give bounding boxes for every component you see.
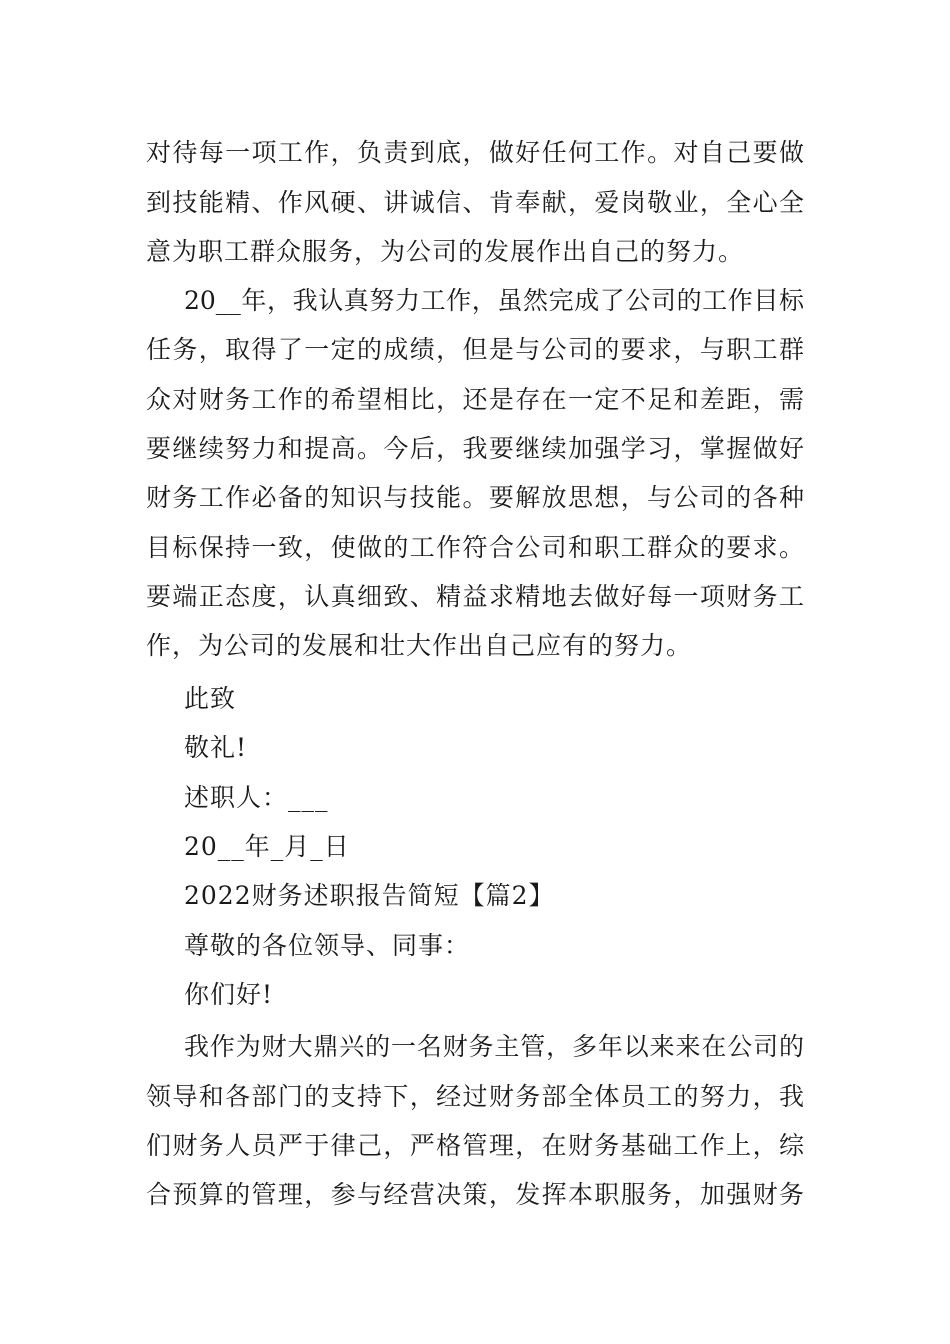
reporter-signature: 述职人：___ bbox=[184, 783, 329, 812]
paragraph-line: 要端正态度，认真细致、精益求精地去做好每一项财务工 bbox=[146, 582, 804, 611]
closing-salutation: 此致 bbox=[184, 684, 237, 713]
paragraph-line: 众对财务工作的希望相比，还是存在一定不足和差距，需 bbox=[146, 385, 804, 414]
paragraph-line: 们财务人员严于律己，严格管理，在财务基础工作上，综 bbox=[146, 1131, 804, 1160]
report-date: 20__年_月_日 bbox=[184, 832, 350, 861]
section-title: 2022财务述职报告简短【篇2】 bbox=[184, 881, 555, 910]
paragraph-line: 合预算的管理，参与经营决策，发挥本职服务，加强财务 bbox=[146, 1180, 804, 1209]
closing-regards: 敬礼! bbox=[184, 733, 248, 762]
paragraph-line: 作，为公司的发展和壮大作出自己应有的努力。 bbox=[146, 631, 693, 660]
paragraph-line: 20__年，我认真努力工作，虽然完成了公司的工作目标 bbox=[184, 286, 804, 315]
paragraph-line: 意为职工群众服务，为公司的发展作出自己的努力。 bbox=[146, 237, 745, 266]
paragraph-line: 到技能精、作风硬、讲诚信、肯奉献，爱岗敬业，全心全 bbox=[146, 188, 804, 217]
paragraph-line: 对待每一项工作，负责到底，做好任何工作。对自己要做 bbox=[146, 138, 804, 167]
paragraph-line: 领导和各部门的支持下，经过财务部全体员工的努力，我 bbox=[146, 1082, 804, 1111]
paragraph-line: 目标保持一致，使做的工作符合公司和职工群众的要求。 bbox=[146, 533, 804, 562]
paragraph-line: 要继续努力和提高。今后，我要继续加强学习，掌握做好 bbox=[146, 434, 804, 463]
paragraph-line: 我作为财大鼎兴的一名财务主管，多年以来来在公司的 bbox=[184, 1032, 804, 1061]
paragraph-line: 任务，取得了一定的成绩，但是与公司的要求，与职工群 bbox=[146, 335, 804, 364]
greeting-line: 尊敬的各位领导、同事： bbox=[184, 931, 471, 960]
greeting-line: 你们好! bbox=[184, 980, 274, 1009]
paragraph-line: 财务工作必备的知识与技能。要解放思想，与公司的各种 bbox=[146, 483, 804, 512]
